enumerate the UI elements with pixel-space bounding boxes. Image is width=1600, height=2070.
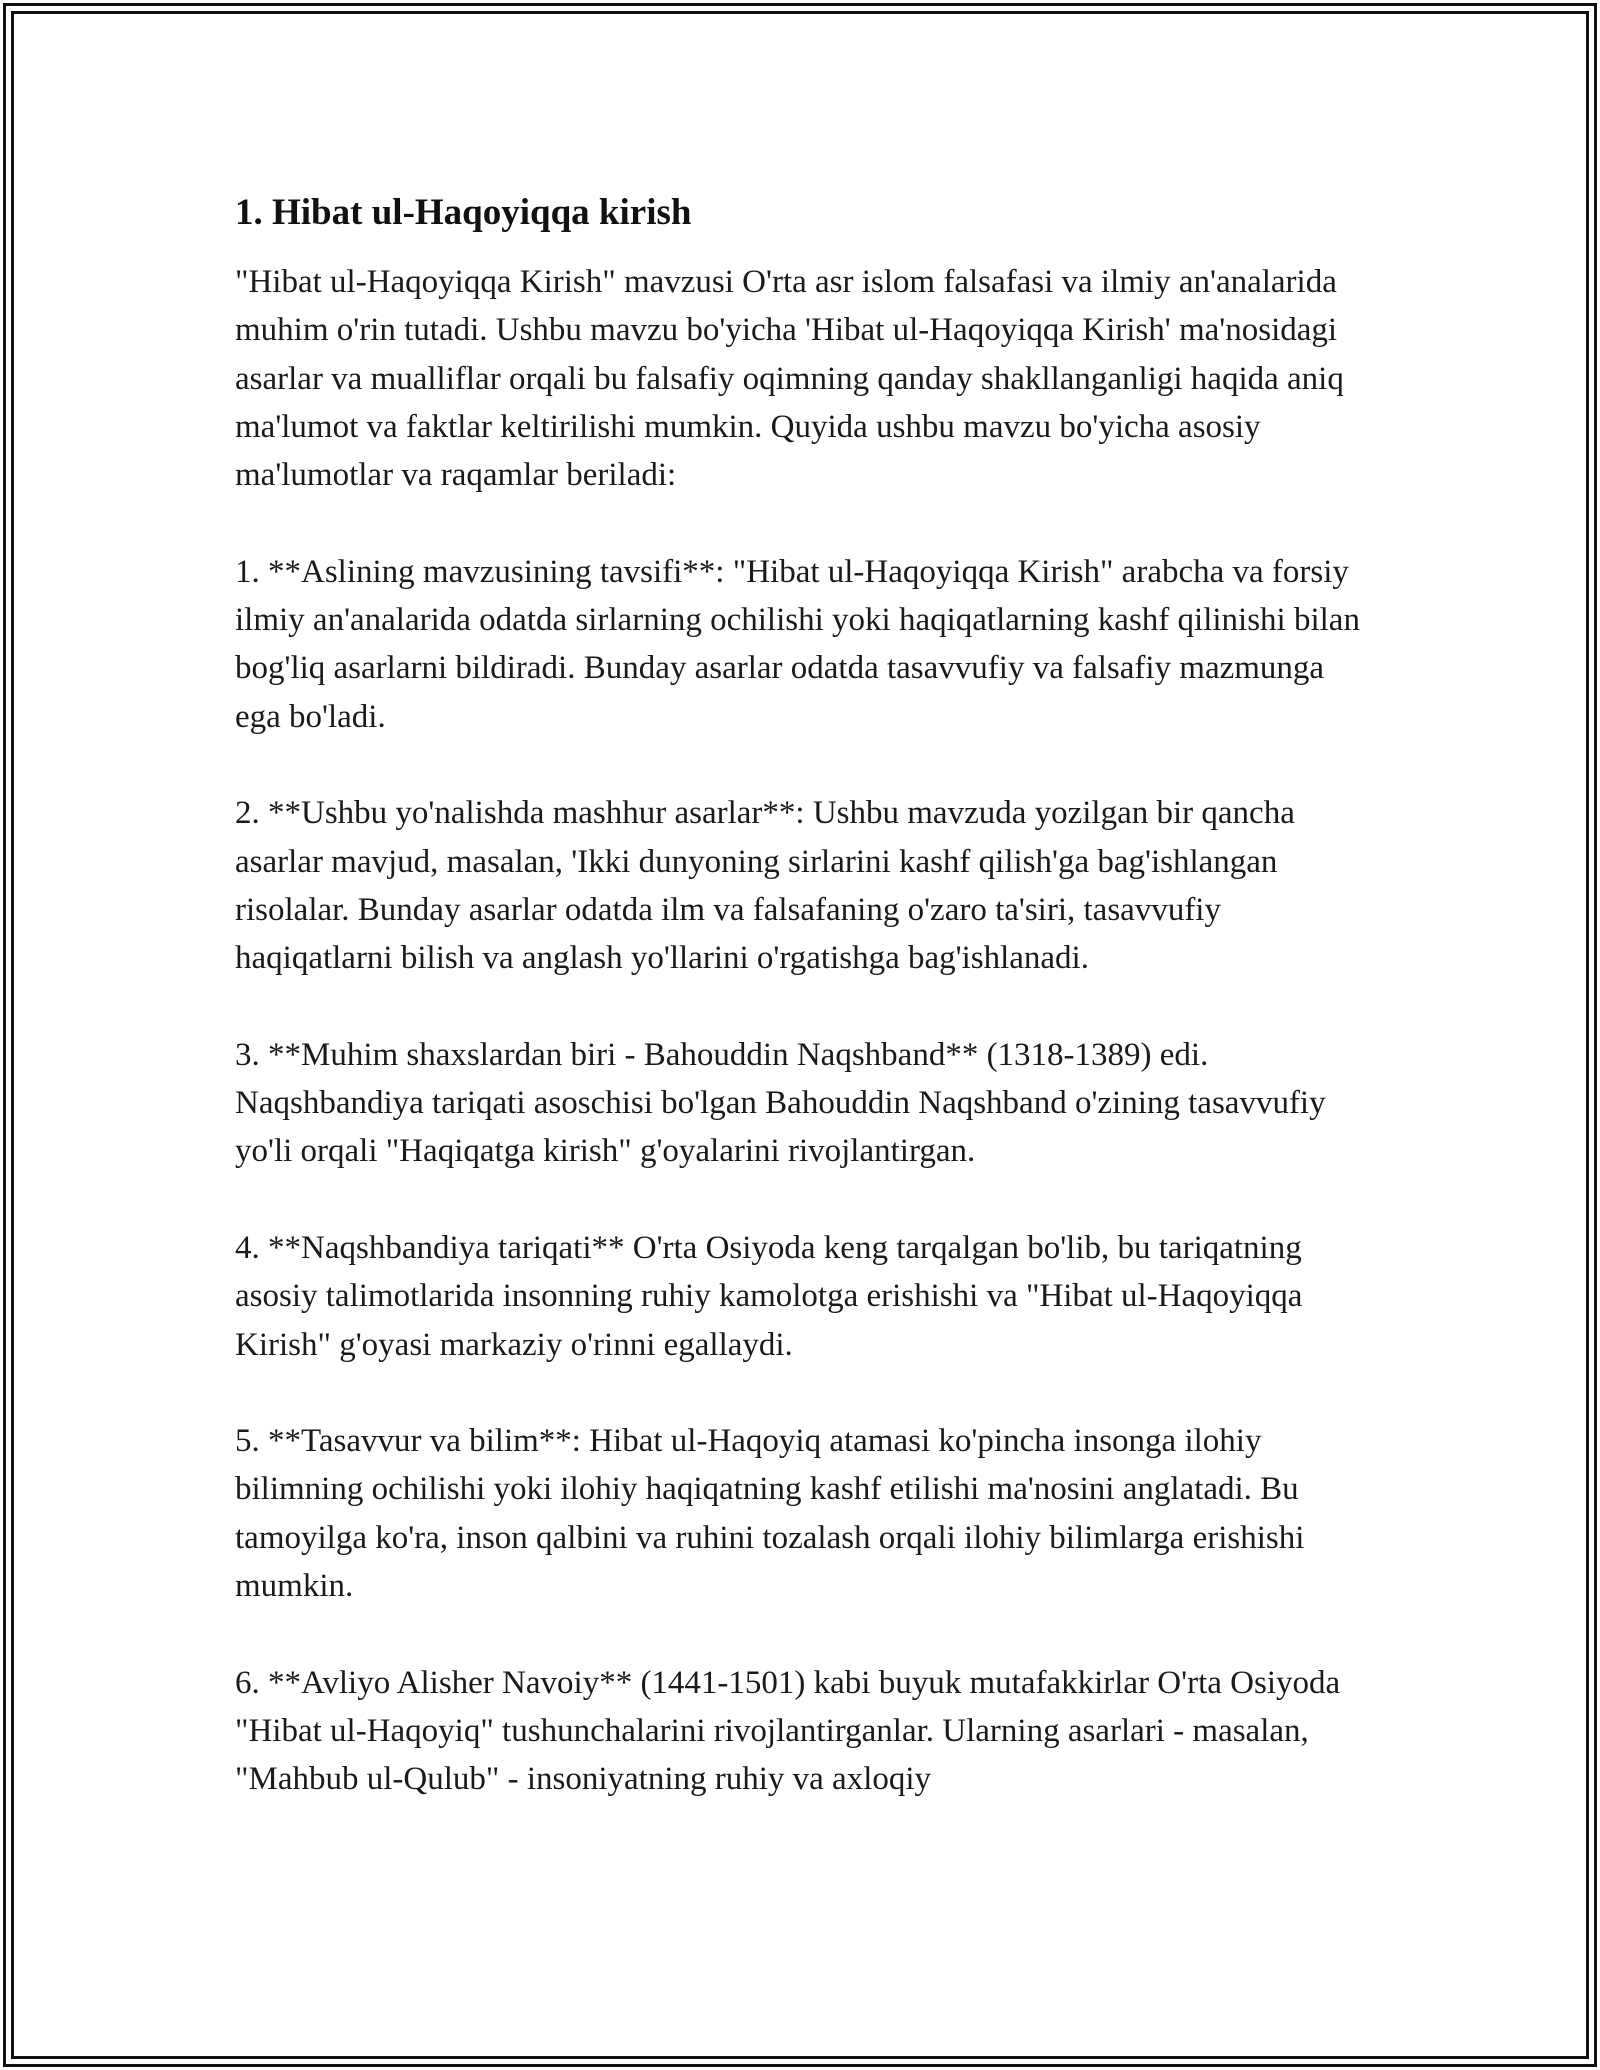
list-item-5: 5. **Tasavvur va bilim**: Hibat ul-Haqoyiq atamasi ko'pincha insonga ilohiy bilimning ochilishi yoki ilohiy haqiqatning kashf etilishi ma'nosini anglatadi. Bu tamoyilga ko'ra, inson qalbini va ruhini tozalash orqali ilohiy bilimlarga erishishi mumkin.: [235, 1423, 1305, 1605]
list-item-1: 1. **Aslining mavzusining tavsifi**: "Hibat ul-Haqoyiqqa Kirish" arabcha va forsiy ilmiy an'analarida odatda sirlarning ochilishi yoki haqiqatlarning kashf qilinishi bilan bog'liq asarlarni bildiradi. Bunday asarlar odatda tasavvufiy va falsafiy mazmunga ega bo'ladi.: [235, 553, 1360, 735]
document-body: [235, 188, 1365, 1852]
list-item-6: 6. **Avliyo Alisher Navoiy** (1441-1501) kabi buyuk mutafakkirlar O'rta Osiyoda "Hibat ul-Haqoyiq" tushunchalarini rivojlantirganlar. Ularning asarlari - masalan, "Mahbub ul-Qulub" - insoniyatning ruhiy va axloqiy: [235, 1664, 1341, 1798]
list-item-4: 4. **Naqshbandiya tariqati** O'rta Osiyoda keng tarqalgan bo'lib, bu tariqatning asosiy talimotlarida insonning ruhiy kamolotga erishishi va "Hibat ul-Haqoyiqqa Kirish" g'oyasi markaziy o'rinni egallaydi.: [235, 1229, 1303, 1363]
list-item-3: 3. **Muhim shaxslardan biri - Bahouddin Naqshband** (1318-1389) edi. Naqshbandiya tariqati asoschisi bo'lgan Bahouddin Naqshband o'zining tasavvufiy yo'li orqali "Haqiqatga kirish" g'oyalarini rivojlantirgan.: [235, 1036, 1326, 1170]
section-heading: 1. Hibat ul-Haqoyiqqa kirish: [235, 192, 692, 233]
intro-paragraph: "Hibat ul-Haqoyiqqa Kirish" mavzusi O'rta asr islom falsafasi va ilmiy an'analarida muhim o'rin tutadi. Ushbu mavzu bo'yicha 'Hibat ul-Haqoyiqqa Kirish' ma'nosidagi asarlar va mualliflar orqali bu falsafiy oqimning qanday shakllanganligi haqida aniq ma'lumot va faktlar keltirilishi mumkin. Quyida ushbu mavzu bo'yicha asosiy ma'lumotlar va raqamlar beriladi:: [235, 264, 1344, 494]
list-item-2: 2. **Ushbu yo'nalishda mashhur asarlar**: Ushbu mavzuda yozilgan bir qancha asarlar mavjud, masalan, 'Ikki dunyoning sirlarini kashf qilish'ga bag'ishlangan risolalar. Bunday asarlar odatda ilm va falsafaning o'zaro ta'siri, tasavvufiy haqiqatlarni bilish va anglash yo'llarini o'rgatishga bag'ishlanadi.: [235, 795, 1295, 977]
